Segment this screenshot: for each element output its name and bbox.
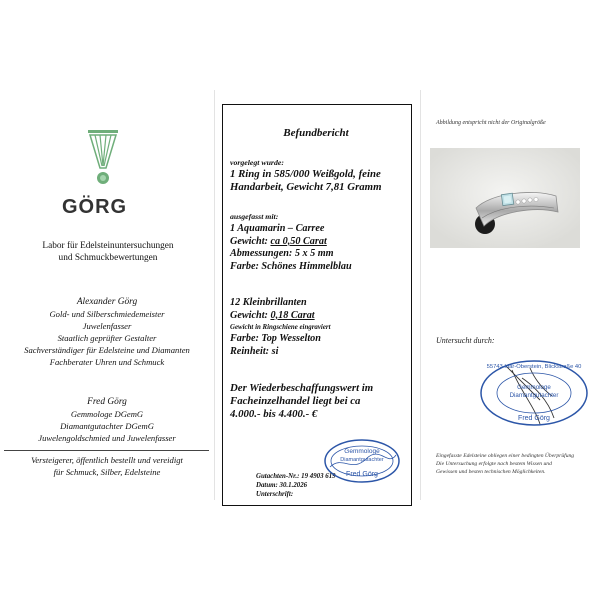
footer-line: Versteigerer, öffentlich bestellt und vereidigt	[31, 455, 183, 465]
weight-value: 0,18 Carat	[270, 309, 315, 321]
disclaimer	[436, 452, 596, 476]
qualification: Juwelengoldschmied und Juwelenfasser	[38, 433, 176, 443]
footer-line: für Schmuck, Silber, Edelsteine	[53, 467, 161, 477]
examiner-stamp-large	[478, 358, 590, 428]
qualification: Juwelenfasser	[82, 321, 132, 331]
brilliants	[230, 297, 410, 322]
main-stone	[230, 223, 410, 273]
brand-name: GÖRG	[62, 196, 128, 218]
replacement-value	[230, 382, 410, 421]
stone-dimensions: Abmessungen: 5 x 5 mm	[230, 248, 334, 259]
weight-label: Gewicht:	[230, 309, 271, 321]
left-panel	[0, 0, 212, 600]
examined-by-label: Untersucht durch:	[436, 336, 495, 345]
auctioneer-note	[2, 454, 212, 478]
image-caption: Abbildung entspricht nicht der Originalgröße	[436, 120, 546, 126]
stamp-text: Diamantgutachter	[509, 392, 559, 399]
brilliant-weight	[230, 310, 410, 323]
fold-line	[420, 90, 421, 500]
disclaimer-line: Die Untersuchung erfolgte nach bestem Wissen und	[436, 461, 552, 467]
weight-label: Gewicht:	[230, 235, 271, 247]
gem-logo	[86, 128, 120, 186]
stamp-text: 55743 Idar-Oberstein, Blickstraße 40	[486, 364, 582, 370]
disclaimer-line: Gewissen und besten technischen Möglichkeiten.	[436, 469, 546, 475]
disclaimer-line: Eingefasste Edelsteine obliegen einer bedingten Überprüfung	[436, 453, 575, 459]
lab-line: Labor für Edelsteinuntersuchungen	[42, 241, 174, 251]
qualification: Diamantgutachter DGemG	[60, 421, 154, 431]
signature-label: Unterschrift:	[256, 491, 294, 498]
examiner-stamp-small	[322, 437, 402, 485]
set-label: ausgefasst mit:	[230, 212, 279, 221]
report-number: Gutachten-Nr.: 19 4903 619	[256, 473, 336, 480]
stamp-text: Gemmologe	[344, 448, 380, 455]
ring-photo	[430, 148, 580, 248]
report-title: Befundbericht	[283, 127, 349, 139]
engraved-note: Gewicht in Ringschiene eingraviert	[230, 324, 331, 331]
value-line: Der Wiederbeschaffungswert im	[230, 382, 374, 394]
qualification: Gold- und Silberschmiedemeister	[49, 309, 165, 319]
brilliant-color: Farbe: Top Wesselton	[230, 333, 321, 344]
qualification: Gemmologe DGemG	[70, 409, 144, 419]
qualification: Sachverständiger für Edelsteine und Diamanten	[24, 345, 190, 355]
stamp-text: Diamantgutachter	[340, 457, 384, 463]
stone-weight	[230, 236, 410, 249]
stamp-text: Gemmologe	[517, 384, 551, 391]
report-date: Datum: 30.1.2026	[256, 482, 308, 489]
person-name: Fred Görg	[87, 397, 127, 407]
presented-description	[230, 168, 410, 194]
stamp-text: Fred Görg	[346, 471, 378, 478]
weight-value: ca 0,50 Carat	[270, 235, 327, 247]
brilliant-purity: Reinheit: si	[230, 345, 279, 357]
fold-line	[214, 90, 215, 500]
value-line: 4.000.- bis 4.400.- €	[230, 408, 318, 420]
brilliant-details	[230, 333, 410, 358]
divider	[4, 450, 209, 451]
lab-description	[18, 240, 198, 264]
qualification: Staatlich geprüfter Gestalter	[57, 333, 157, 343]
person-alexander	[2, 296, 212, 368]
description-line: 1 Ring in 585/000 Weißgold, feine	[230, 168, 381, 180]
value-line: Facheinzelhandel liegt bei ca	[230, 395, 361, 407]
lab-line: und Schmuckbewertungen	[58, 253, 158, 263]
presented-label: vorgelegt wurde:	[230, 158, 284, 167]
description-line: Handarbeit, Gewicht 7,81 Gramm	[230, 181, 382, 193]
stamp-text: Fred Görg	[518, 415, 550, 422]
stone-type: 1 Aquamarin – Carree	[230, 223, 325, 234]
qualification: Fachberater Uhren und Schmuck	[49, 357, 165, 367]
stone-color: Farbe: Schönes Himmelblau	[230, 260, 352, 272]
brilliant-count: 12 Kleinbrillanten	[230, 297, 307, 308]
person-fred	[2, 396, 212, 444]
person-name: Alexander Görg	[76, 297, 138, 307]
